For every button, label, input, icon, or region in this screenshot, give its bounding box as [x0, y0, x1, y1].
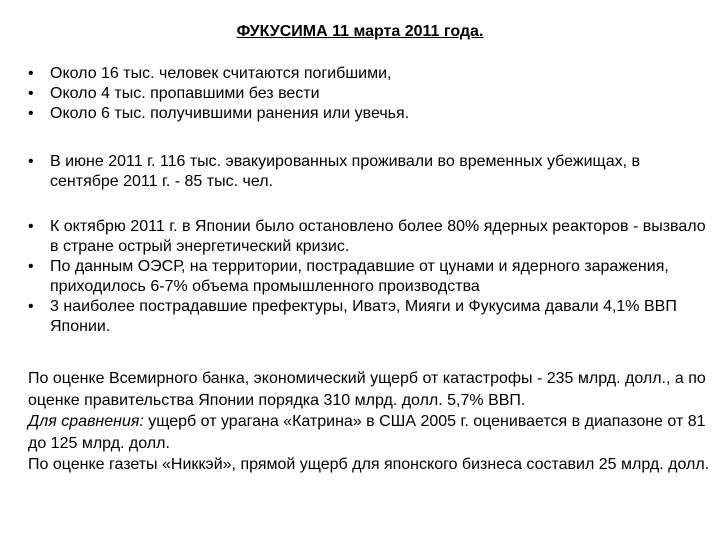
- economy-list: [28, 217, 708, 337]
- list-item: • Около 16 тыс. человек считаются погибшими,: [28, 64, 708, 84]
- page-title: ФУКУСИМА 11 марта 2011 года.: [236, 23, 484, 40]
- list-item: • Около 4 тыс. пропавшими без вести: [28, 84, 708, 104]
- comparison-text: ущерб от урагана «Катрина» в США 2005 г. оценивается в диапазоне от 81 до 125 млрд. долл.: [28, 413, 706, 452]
- list-item: • Около 6 тыс. получившими ранения или увечья.: [28, 104, 708, 124]
- comparison-line: [28, 411, 712, 454]
- list-item: • 3 наиболее пострадавшие префектуры, Иватэ, Мияги и Фукусима давали 4,1% ВВП Японии.: [28, 297, 708, 337]
- casualties-list: [28, 64, 708, 124]
- list-item: • В июне 2011 г. 116 тыс. эвакуированных проживали во временных убежищах, в сентябре 2011 г. - 85 тыс. чел.: [28, 152, 708, 192]
- evacuation-list: [28, 152, 708, 192]
- list-item: • По данным ОЭСР, на территории, пострадавшие от цунами и ядерного заражения, приходилось 6-7% объема промышленного производства: [28, 257, 708, 297]
- damage-estimate-paragraph: [28, 368, 712, 476]
- world-bank-estimate: По оценке Всемирного банка, экономический ущерб от катастрофы - 235 млрд. долл., а по оценке правительства Японии порядка 310 млрд. долл. 5,7% ВВП.: [28, 370, 706, 409]
- list-item: • К октябрю 2011 г. в Японии было остановлено более 80% ядерных реакторов - вызвало в стране острый энергетический кризис.: [28, 217, 708, 257]
- comparison-label: Для сравнения:: [28, 413, 144, 430]
- nikkei-estimate: По оценке газеты «Никкэй», прямой ущерб для японского бизнеса составил 25 млрд. долл.: [28, 456, 710, 473]
